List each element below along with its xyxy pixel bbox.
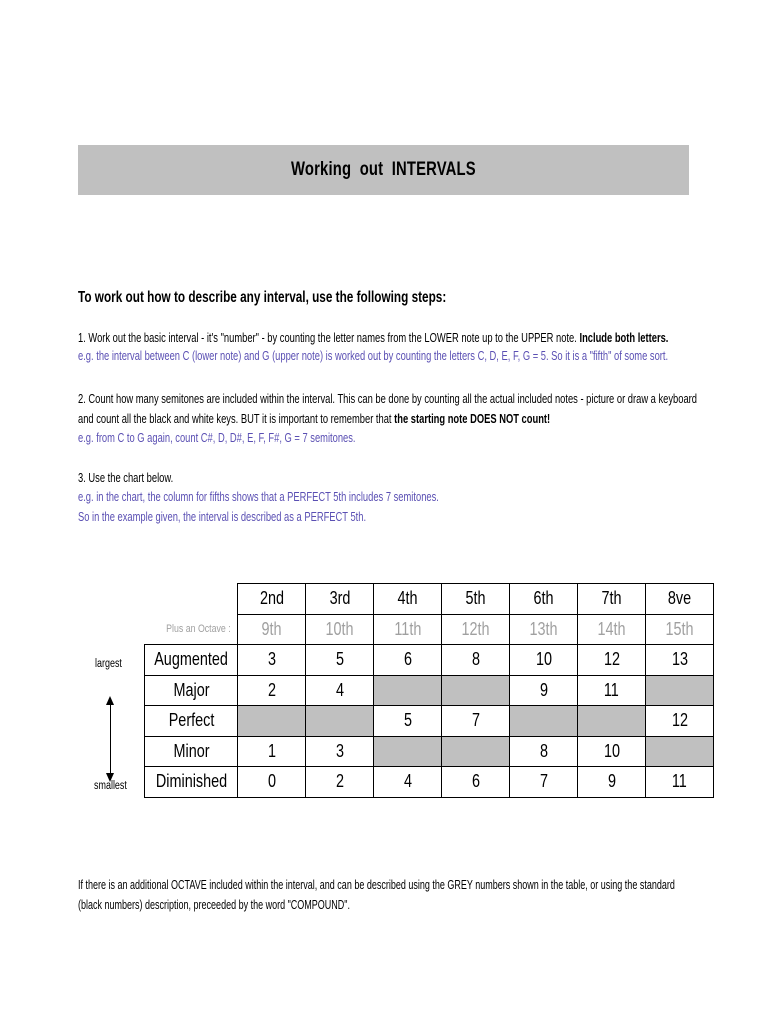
compound-cell <box>442 614 510 645</box>
row-label <box>145 767 238 798</box>
semitone-value: 11 <box>604 679 620 700</box>
step2-text <box>78 411 550 427</box>
empty-cell <box>646 736 714 767</box>
semitone-value: 4 <box>335 679 344 700</box>
row-minor <box>145 736 714 767</box>
compound-row <box>145 614 714 645</box>
compound-cell <box>374 614 442 645</box>
largest-label: largest <box>95 658 122 670</box>
octave-label-text: Plus an Octave : <box>166 623 232 635</box>
semitone-value: 3 <box>267 649 276 670</box>
empty-cell <box>306 706 374 737</box>
semitone-cell <box>306 675 374 706</box>
interval-header-text: 6th <box>533 588 554 609</box>
row-label-text: Diminished <box>155 771 227 792</box>
smallest-label: smallest <box>94 780 127 792</box>
semitone-value: 5 <box>335 649 344 670</box>
semitone-cell <box>238 736 306 767</box>
compound-text: 12th <box>461 618 490 639</box>
semitone-cell <box>306 736 374 767</box>
corner-cell <box>145 584 238 615</box>
semitone-cell <box>374 706 442 737</box>
step1-bold: Include both letters. <box>579 330 669 345</box>
interval-header <box>646 584 714 615</box>
semitone-cell <box>510 645 578 676</box>
semitone-value: 9 <box>607 771 616 792</box>
empty-cell <box>442 736 510 767</box>
step1-text <box>78 330 668 346</box>
semitone-value: 12 <box>671 710 688 731</box>
interval-header-text: 7th <box>601 588 622 609</box>
step1-example: e.g. the interval between C (lower note) and G (upper note) is worked out by counting the letters C, D, E, F, G = 5. So it is a "fifth" of some sort. <box>78 348 669 363</box>
semitone-cell <box>442 706 510 737</box>
semitone-value: 3 <box>335 740 344 761</box>
interval-header-text: 4th <box>397 588 418 609</box>
semitone-cell <box>374 767 442 798</box>
compound-text: 14th <box>597 618 626 639</box>
semitone-value: 6 <box>471 771 480 792</box>
semitone-cell <box>238 645 306 676</box>
compound-text: 10th <box>325 618 354 639</box>
semitone-cell <box>442 645 510 676</box>
row-major <box>145 675 714 706</box>
header-row <box>145 584 714 615</box>
empty-cell <box>374 736 442 767</box>
row-augmented <box>145 645 714 676</box>
row-label-text: Augmented <box>154 649 228 670</box>
step3-example2: So in the example given, the interval is described as a PERFECT 5th. <box>78 509 367 524</box>
semitone-cell <box>578 645 646 676</box>
compound-cell <box>646 614 714 645</box>
step2-example: e.g. from C to G again, count C#, D, D#, E, F, F#, G = 7 semitones. <box>78 430 356 445</box>
row-label <box>145 736 238 767</box>
compound-text: 13th <box>529 618 558 639</box>
semitone-value: 1 <box>267 740 276 761</box>
semitone-cell <box>238 675 306 706</box>
semitone-cell <box>306 645 374 676</box>
step1-body: 1. Work out the basic interval - it's "number" - by counting the letter names from the LOWER note up to the UPPER note. <box>78 330 577 345</box>
semitone-cell <box>238 767 306 798</box>
compound-cell <box>306 614 374 645</box>
semitone-value: 9 <box>539 679 548 700</box>
octave-label <box>145 614 238 645</box>
semitone-cell <box>646 706 714 737</box>
compound-text: 9th <box>261 618 282 639</box>
semitone-cell <box>646 645 714 676</box>
step3-text: 3. Use the chart below. <box>78 470 174 485</box>
size-axis-line <box>110 700 111 780</box>
semitone-value: 0 <box>267 771 276 792</box>
semitone-value: 4 <box>403 771 412 792</box>
interval-chart <box>144 583 714 798</box>
semitone-value: 10 <box>535 649 552 670</box>
empty-cell <box>238 706 306 737</box>
footer-line1: If there is an additional OCTAVE included within the interval, and can be described using the GREY numbers shown in the table, or using the standard <box>78 878 675 892</box>
footer-line2: (black numbers) description, preceeded by the word "COMPOUND". <box>78 898 351 912</box>
compound-text: 15th <box>665 618 694 639</box>
semitone-cell <box>646 767 714 798</box>
semitone-cell <box>510 736 578 767</box>
intro-heading: To work out how to describe any interval, use the following steps: <box>78 289 447 306</box>
semitone-value: 7 <box>471 710 480 731</box>
title-banner <box>78 145 689 195</box>
empty-cell <box>442 675 510 706</box>
semitone-cell <box>510 675 578 706</box>
semitone-value: 13 <box>671 649 688 670</box>
row-label <box>145 645 238 676</box>
semitone-cell <box>306 767 374 798</box>
interval-header <box>442 584 510 615</box>
row-diminished <box>145 767 714 798</box>
step2-line2: and count all the black and white keys. BUT it is important to remember that <box>78 411 392 426</box>
empty-cell <box>578 706 646 737</box>
compound-text: 11th <box>394 618 422 639</box>
compound-cell <box>238 614 306 645</box>
semitone-cell <box>578 736 646 767</box>
semitone-value: 2 <box>335 771 344 792</box>
interval-header <box>510 584 578 615</box>
semitone-value: 10 <box>603 740 620 761</box>
empty-cell <box>510 706 578 737</box>
row-label <box>145 706 238 737</box>
row-label-text: Major <box>173 679 210 700</box>
step2-line1: 2. Count how many semitones are included within the interval. This can be done by counting all the actual included notes - picture or draw a keyboard <box>78 391 697 406</box>
interval-header-text: 5th <box>465 588 486 609</box>
semitone-value: 5 <box>403 710 412 731</box>
compound-cell <box>510 614 578 645</box>
row-label-text: Perfect <box>168 710 214 731</box>
row-label-text: Minor <box>173 740 210 761</box>
empty-cell <box>374 675 442 706</box>
interval-header <box>578 584 646 615</box>
step3-example1: e.g. in the chart, the column for fifths shows that a PERFECT 5th includes 7 semitones. <box>78 489 439 504</box>
row-label <box>145 675 238 706</box>
semitone-cell <box>442 767 510 798</box>
compound-cell <box>578 614 646 645</box>
interval-header <box>238 584 306 615</box>
semitone-value: 7 <box>539 771 548 792</box>
interval-header-text: 3rd <box>329 588 350 609</box>
interval-header-text: 8ve <box>667 588 692 609</box>
semitone-value: 6 <box>403 649 412 670</box>
step2-bold: the starting note DOES NOT count! <box>394 411 551 426</box>
semitone-cell <box>578 675 646 706</box>
interval-header <box>306 584 374 615</box>
semitone-value: 2 <box>267 679 276 700</box>
interval-header <box>374 584 442 615</box>
semitone-cell <box>510 767 578 798</box>
empty-cell <box>646 675 714 706</box>
semitone-cell <box>578 767 646 798</box>
page-title: Working out INTERVALS <box>291 159 476 180</box>
semitone-value: 11 <box>672 771 688 792</box>
semitone-value: 8 <box>539 740 548 761</box>
semitone-value: 12 <box>603 649 620 670</box>
semitone-cell <box>374 645 442 676</box>
semitone-value: 8 <box>471 649 480 670</box>
row-perfect <box>145 706 714 737</box>
interval-header-text: 2nd <box>259 588 284 609</box>
